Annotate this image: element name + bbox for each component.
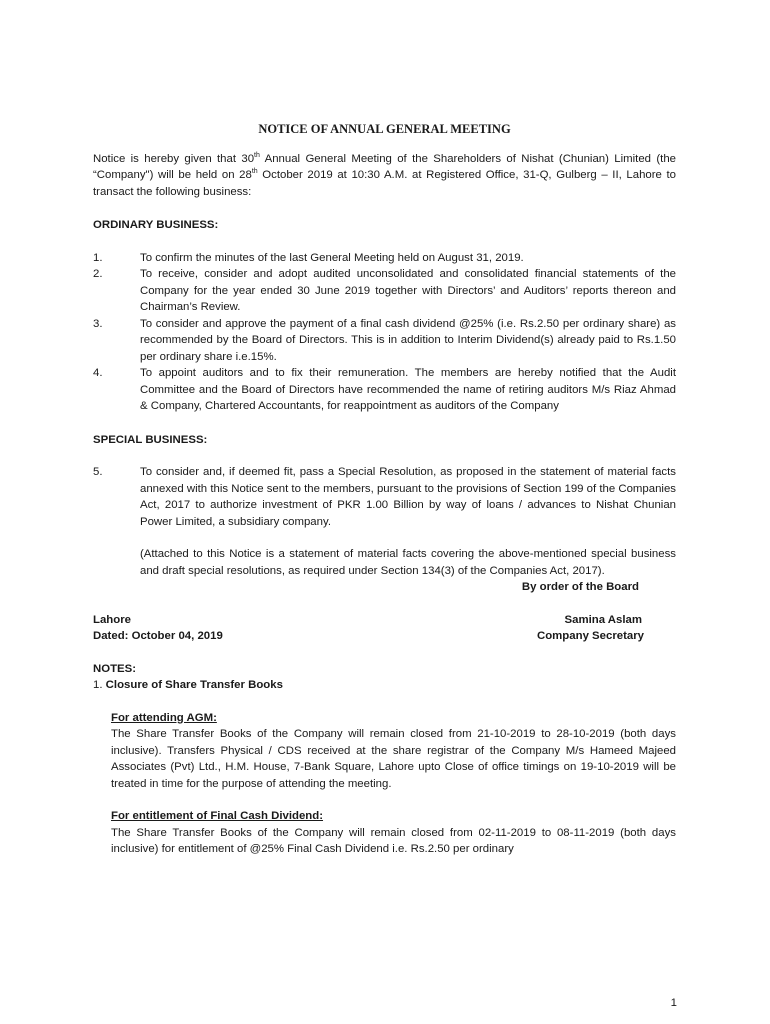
intro-superscript-2: th (251, 168, 258, 176)
intro-superscript-1: th (254, 151, 260, 159)
item-text: To confirm the minutes of the last General Meeting held on August 31, 2019. (140, 251, 524, 264)
signature-row (93, 628, 676, 645)
signatory-name: Samina Aslam (564, 613, 642, 626)
intro-paragraph (93, 151, 676, 201)
item-number: 4. (93, 367, 103, 379)
item-number: 5. (93, 466, 103, 478)
item-text: To receive, consider and adopt audited unconsolidated and consolidated financial statements of the Company for the year ended 30 June 2019 together with Directors’ and Auditors’ reports thereon and Chairman’s Review. (140, 268, 676, 313)
list-item (93, 365, 676, 415)
page-title: NOTICE OF ANNUAL GENERAL MEETING (258, 122, 511, 136)
page-number: 1 (670, 997, 677, 1009)
item-text: To consider and approve the payment of a final cash dividend @25% (i.e. Rs.2.50 per ordinary share) as recommended by the Board of Directors. This is in addition to Interim Dividend(s) already paid to Rs.1.50 per ordinary share i.e.15%. (140, 317, 676, 363)
item-text: To consider and, if deemed fit, pass a Special Resolution, as proposed in the statement of material facts annexed with this Notice sent to the members, pursuant to the provisions of Section 199 of the Companies Act, 2017 to authorize investment of PKR 1.00 Billion by way of loans / advances to Nishat Chunian Power Limited, a subsidiary company. (140, 466, 676, 528)
dividend-subheading: For entitlement of Final Cash Dividend: (111, 810, 324, 822)
notice-document (93, 121, 676, 858)
ordinary-business-list (93, 250, 676, 415)
signature-row (93, 612, 676, 629)
agm-subheading: For attending AGM: (111, 711, 217, 724)
item-text: To appoint auditors and to fix their remuneration. The members are hereby notified that the Audit Committee and the Board of Directors have recommended the name of retiring auditors M/s Riaz Ahmad & Company, Chartered Accountants, for reappointment as auditors of the Company (140, 367, 676, 412)
intro-text-1: Notice is hereby given that 30 (93, 152, 255, 165)
notes-item-number: 1. (93, 679, 103, 691)
item-number: 1. (93, 251, 103, 264)
list-item (93, 266, 676, 316)
dividend-paragraph: The Share Transfer Books of the Company will remain closed from 02-11-2019 to 08-11-2019 (both days inclusive) for entitlement of @25% Final Cash Dividend i.e. Rs.2.50 per ordinary (111, 826, 676, 855)
intro-text-2: Annual General Meeting of the Shareholders of Nishat (Chunian) Limited (the “Company") will be held on 28 (93, 152, 676, 181)
notes-item (93, 677, 676, 694)
agm-paragraph: The Share Transfer Books of the Company will remain closed from 21-10-2019 to 28-10-2019 (both days inclusive). Transfers Physical / CDS received at the share registrar of the Company M/s Hameed Majeed Associates (Pvt) Ltd., H.M. House, 7-Bank Square, Lahore upto Close of office timings on 19-10-2019 will be treated in time for the purpose of attending the meeting. (111, 728, 676, 790)
ordinary-business-heading: ORDINARY BUSINESS: (93, 219, 219, 231)
signatory-title: Company Secretary (537, 630, 644, 642)
list-item (93, 464, 676, 530)
special-business-heading: SPECIAL BUSINESS: (93, 433, 208, 446)
place-text: Lahore (93, 613, 131, 626)
item-number: 2. (93, 268, 103, 280)
by-order-line: By order of the Board (521, 581, 639, 593)
item-number: 3. (93, 317, 103, 330)
notes-item-title: Closure of Share Transfer Books (105, 679, 283, 691)
notes-heading: NOTES: (93, 662, 137, 675)
signature-block (93, 612, 676, 645)
date-text: Dated: October 04, 2019 (93, 630, 223, 642)
attached-note: (Attached to this Notice is a statement of material facts covering the above-mentioned special business and draft special resolutions, as required under Section 134(3) of the Companies Act, 2017). (140, 548, 676, 577)
intro-text-3: October 2019 at 10:30 A.M. at Registered Office, 31-Q, Gulberg – II, Lahore to transact the following business: (93, 169, 676, 198)
list-item (93, 316, 676, 366)
list-item (93, 250, 676, 267)
